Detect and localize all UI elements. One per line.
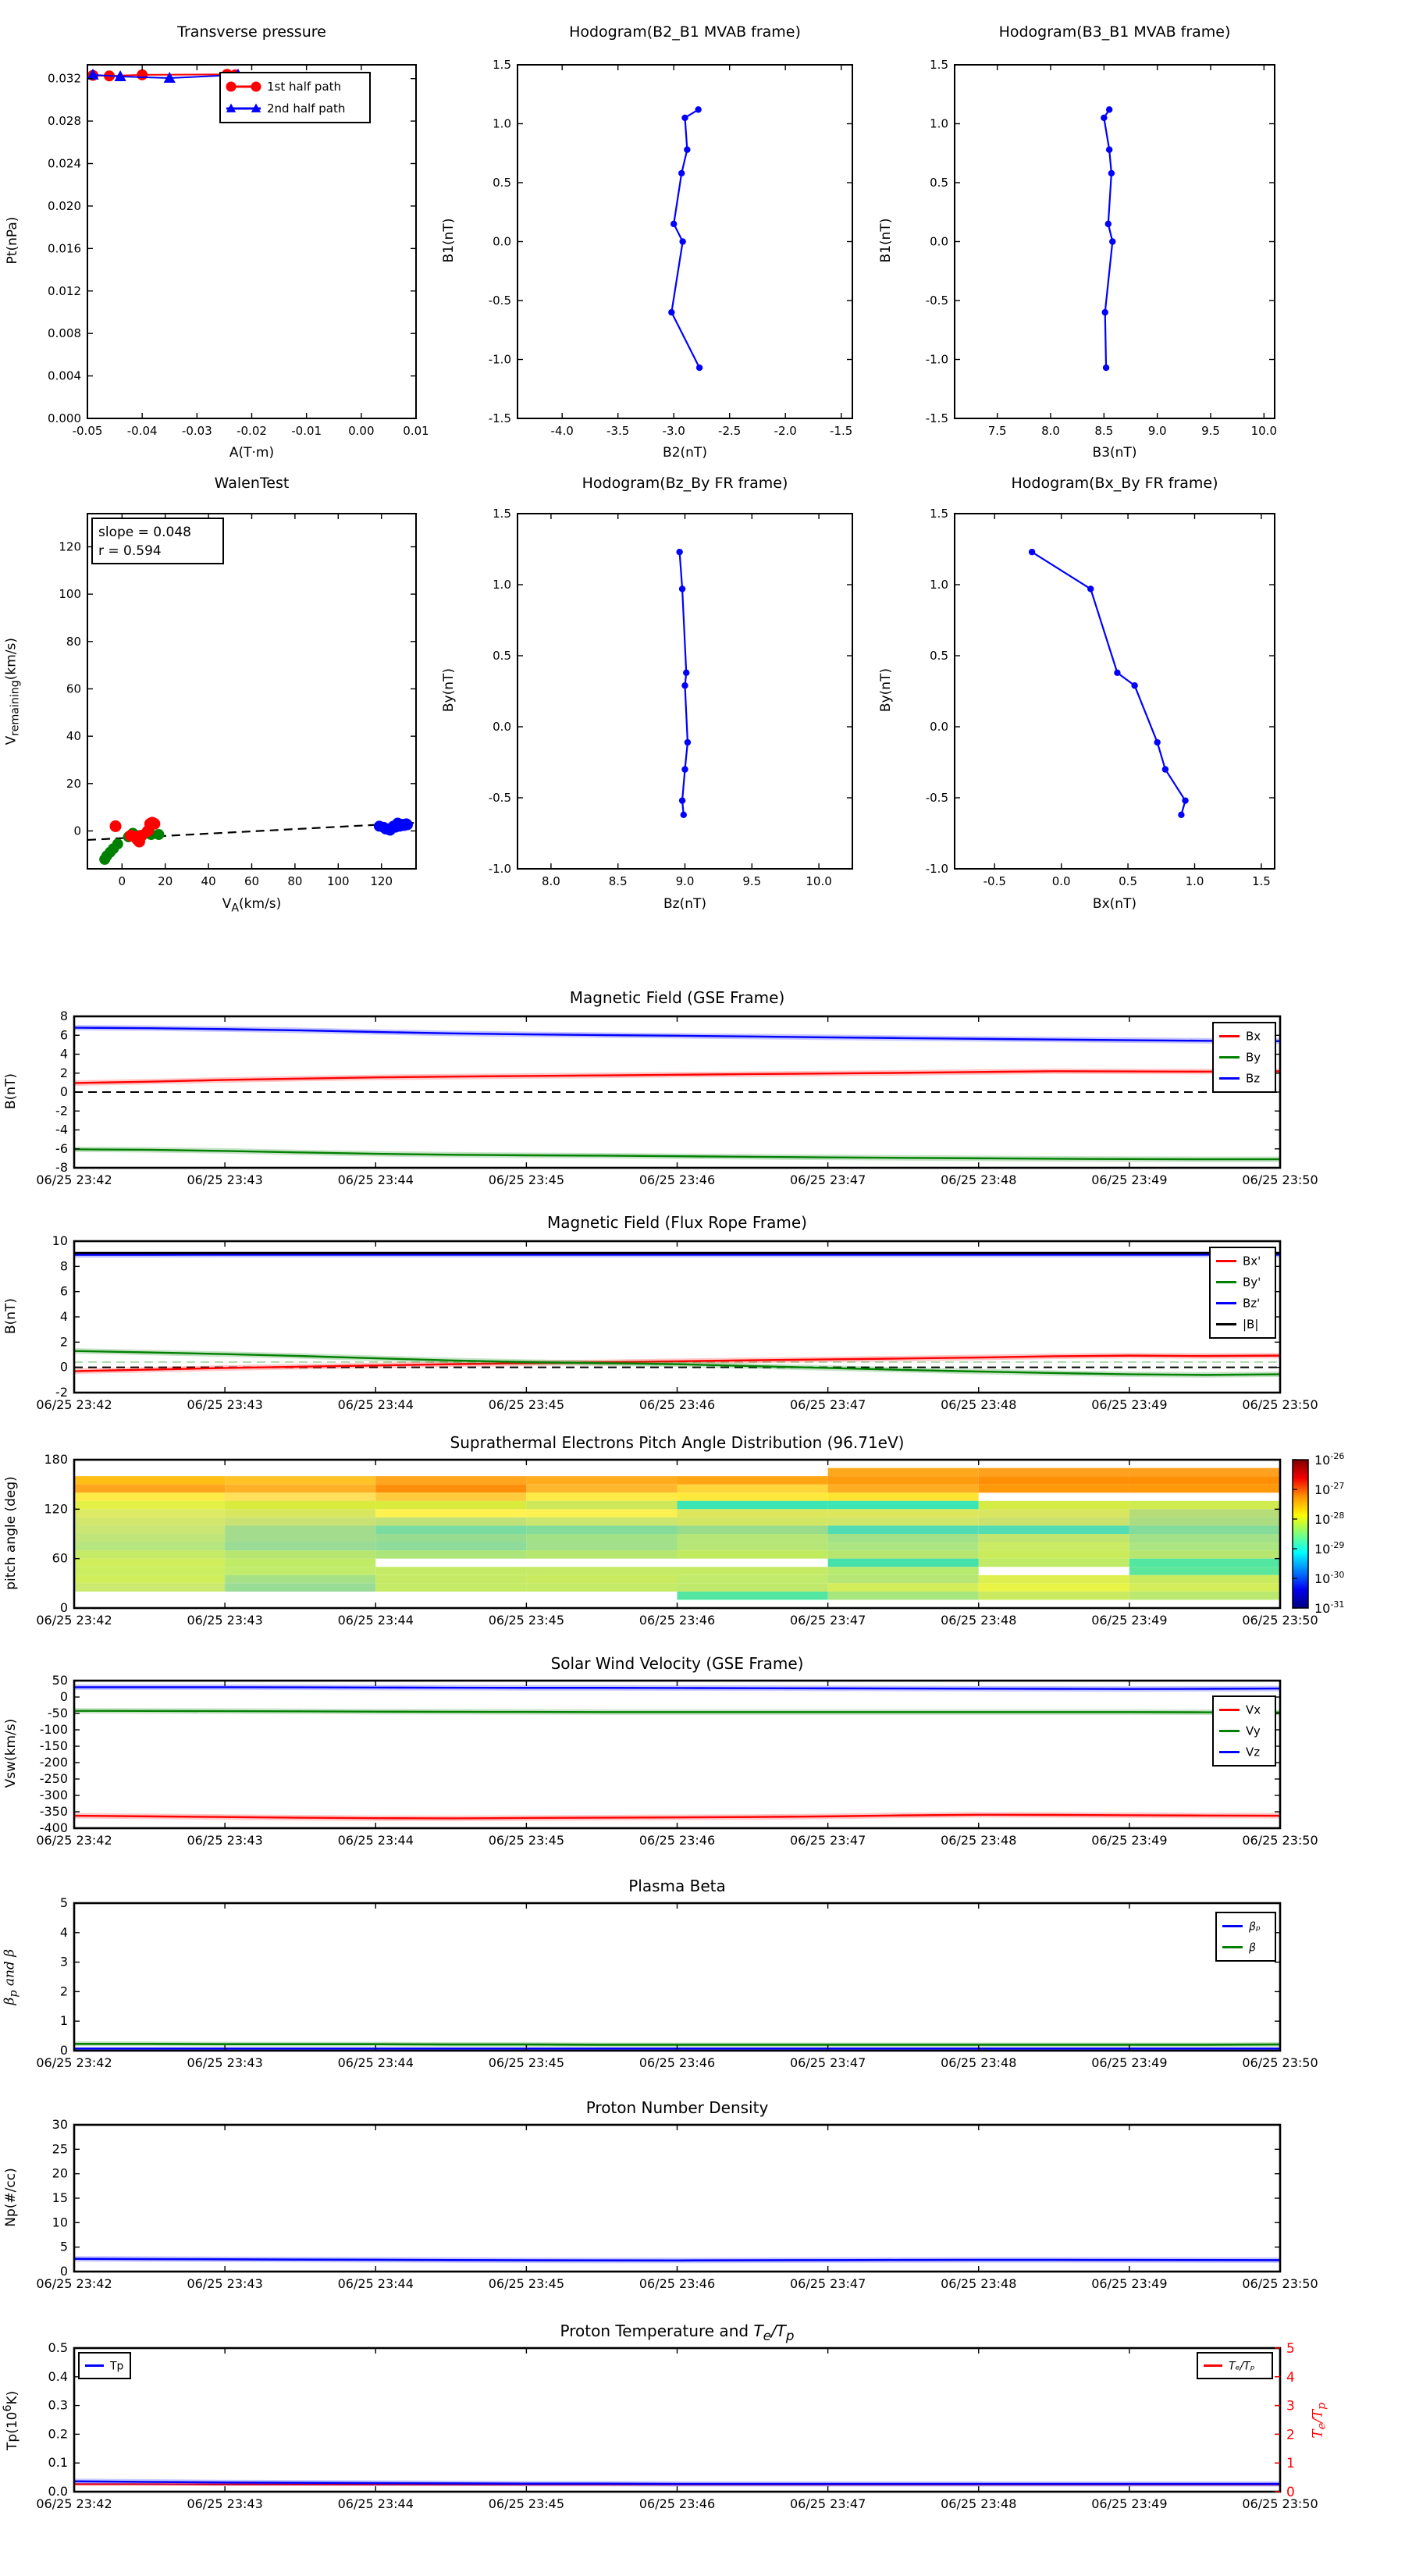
svg-text:0.0: 0.0 xyxy=(493,720,511,734)
svg-text:-2: -2 xyxy=(55,1103,68,1119)
svg-text:0: 0 xyxy=(118,874,126,888)
svg-text:-1.0: -1.0 xyxy=(925,862,948,876)
svg-text:-0.04: -0.04 xyxy=(126,424,158,438)
svg-text:-1.5: -1.5 xyxy=(830,424,853,438)
svg-text:-0.5: -0.5 xyxy=(983,874,1006,888)
svg-text:4: 4 xyxy=(1286,2369,1295,2386)
svg-text:1.5: 1.5 xyxy=(493,58,511,72)
svg-text:0.5: 0.5 xyxy=(493,649,511,663)
svg-text:06/25 23:49: 06/25 23:49 xyxy=(1091,2055,1168,2070)
svg-text:06/25 23:46: 06/25 23:46 xyxy=(638,2496,716,2511)
svg-text:0.032: 0.032 xyxy=(48,71,81,86)
svg-text:0.0: 0.0 xyxy=(48,2484,68,2499)
svg-text:10-30: $10^{-30}$ xyxy=(1314,1570,1345,1586)
svg-text:06/25 23:50: 06/25 23:50 xyxy=(1242,2276,1318,2291)
svg-text:06/25 23:49: 06/25 23:49 xyxy=(1091,1397,1168,1412)
svg-text:-4.0: -4.0 xyxy=(550,424,574,438)
svg-text:0: 0 xyxy=(59,1359,68,1375)
bfield-gse-ylabel: B(nT) xyxy=(3,1073,19,1110)
svg-text:6: 6 xyxy=(59,1283,68,1299)
svg-text:1.0: 1.0 xyxy=(493,116,511,131)
svg-text:0: 0 xyxy=(59,1689,68,1704)
pitch-angle-ylabel: pitch angle (deg) xyxy=(3,1476,19,1590)
svg-text:5: 5 xyxy=(59,1895,68,1910)
svg-text:06/25 23:47: 06/25 23:47 xyxy=(789,2496,866,2511)
svg-text:0.012: 0.012 xyxy=(48,283,81,298)
svg-text:8: 8 xyxy=(59,1258,68,1274)
svg-text:40: 40 xyxy=(66,729,81,744)
svg-text:0.000: 0.000 xyxy=(48,411,81,425)
svg-text:Tp: Tp xyxy=(110,2360,124,2373)
svg-text:40: 40 xyxy=(201,874,216,888)
svg-text:Bx': Bx' xyxy=(1243,1254,1261,1268)
temperature-title: Proton Temperature and $T_e/T_p$ xyxy=(560,2322,795,2343)
svg-text:10: 10 xyxy=(52,2215,68,2230)
svg-text:06/25 23:42: 06/25 23:42 xyxy=(36,2276,112,2291)
svg-text:4: 4 xyxy=(59,1924,68,1940)
svg-text:06/25 23:47: 06/25 23:47 xyxy=(789,1172,866,1187)
velocity-title: Solar Wind Velocity (GSE Frame) xyxy=(550,1654,804,1673)
svg-text:50: 50 xyxy=(52,1673,68,1688)
svg-text:120: 120 xyxy=(370,874,393,888)
svg-text:-2.0: -2.0 xyxy=(774,424,797,438)
svg-text:-0.03: -0.03 xyxy=(181,424,212,438)
svg-text:7.5: 7.5 xyxy=(987,424,1007,438)
svg-text:9.5: 9.5 xyxy=(742,874,762,888)
svg-text:-1.5: -1.5 xyxy=(925,411,948,425)
svg-text:0: 0 xyxy=(59,2264,68,2279)
svg-text:06/25 23:50: 06/25 23:50 xyxy=(1242,1613,1318,1628)
svg-text:06/25 23:50: 06/25 23:50 xyxy=(1242,1397,1318,1412)
hodogram-b3b1-plot xyxy=(916,54,1281,442)
temperature-ratio-ylabel: $T_e/T_p$ xyxy=(1310,2402,1329,2439)
svg-text:06/25 23:44: 06/25 23:44 xyxy=(337,1613,414,1628)
svg-text:1: 1 xyxy=(1286,2456,1295,2472)
svg-text:1.0: 1.0 xyxy=(1185,874,1204,888)
svg-text:180: 180 xyxy=(44,1452,68,1467)
svg-text:06/25 23:49: 06/25 23:49 xyxy=(1091,1613,1168,1628)
svg-text:2: 2 xyxy=(59,1065,68,1080)
svg-text:06/25 23:48: 06/25 23:48 xyxy=(941,2496,1017,2511)
svg-text:2: 2 xyxy=(59,1334,68,1350)
svg-text:Tₑ/Tₚ: Tₑ/Tₚ xyxy=(1229,2360,1255,2373)
svg-text:-300: -300 xyxy=(39,1788,68,1802)
svg-text:0.028: 0.028 xyxy=(48,114,81,129)
svg-text:0.4: 0.4 xyxy=(48,2368,68,2384)
svg-text:06/25 23:42: 06/25 23:42 xyxy=(36,2496,112,2511)
hodogram-bxby-xlabel: Bx(nT) xyxy=(1092,896,1137,912)
svg-text:0.004: 0.004 xyxy=(48,368,81,383)
svg-text:06/25 23:49: 06/25 23:49 xyxy=(1091,1172,1168,1187)
svg-text:0.024: 0.024 xyxy=(48,156,81,171)
svg-text:06/25 23:45: 06/25 23:45 xyxy=(488,2055,565,2070)
svg-text:06/25 23:48: 06/25 23:48 xyxy=(941,1172,1017,1187)
svg-text:06/25 23:47: 06/25 23:47 xyxy=(789,2276,866,2291)
svg-text:-3.0: -3.0 xyxy=(662,424,685,438)
svg-text:9.0: 9.0 xyxy=(675,874,695,888)
hodogram-b2b1-ylabel: B1(nT) xyxy=(441,218,457,263)
svg-text:-200: -200 xyxy=(39,1755,68,1770)
svg-text:Vz: Vz xyxy=(1246,1745,1261,1759)
svg-text:10.0: 10.0 xyxy=(806,874,832,888)
bfield-fr-plot xyxy=(35,1232,1318,1416)
svg-text:0: 0 xyxy=(1286,2485,1295,2500)
svg-text:0.5: 0.5 xyxy=(48,2340,68,2355)
svg-text:1.0: 1.0 xyxy=(930,116,948,131)
density-plot xyxy=(35,2115,1318,2295)
svg-text:2: 2 xyxy=(59,1984,68,1999)
svg-text:120: 120 xyxy=(59,539,81,554)
svg-text:06/25 23:42: 06/25 23:42 xyxy=(36,1172,112,1187)
svg-text:30: 30 xyxy=(52,2117,68,2132)
svg-text:-0.5: -0.5 xyxy=(488,294,511,308)
svg-text:06/25 23:49: 06/25 23:49 xyxy=(1091,2496,1168,2511)
svg-text:10-31: $10^{-31}$ xyxy=(1314,1599,1345,1616)
svg-text:06/25 23:44: 06/25 23:44 xyxy=(337,2276,414,2291)
svg-text:06/25 23:47: 06/25 23:47 xyxy=(789,1613,866,1628)
walen-test-ylabel: $V_{remaining}(km/s)$ xyxy=(3,638,22,745)
hodogram-b2b1-plot xyxy=(478,54,859,442)
svg-text:0: 0 xyxy=(59,1600,68,1615)
hodogram-bxby-ylabel: By(nT) xyxy=(878,667,894,713)
svg-text:1.0: 1.0 xyxy=(493,578,511,592)
svg-text:3: 3 xyxy=(1286,2398,1295,2414)
svg-text:-6: -6 xyxy=(55,1140,68,1156)
svg-text:06/25 23:48: 06/25 23:48 xyxy=(941,2055,1017,2070)
bfield-gse-plot xyxy=(35,1007,1318,1191)
svg-text:-4: -4 xyxy=(55,1122,68,1137)
svg-text:1st half path: 1st half path xyxy=(267,80,342,94)
svg-text:-400: -400 xyxy=(39,1820,68,1835)
svg-text:1.5: 1.5 xyxy=(1251,874,1271,888)
svg-text:By': By' xyxy=(1243,1275,1261,1290)
svg-text:06/25 23:49: 06/25 23:49 xyxy=(1091,2276,1168,2291)
hodogram-bzby-ylabel: By(nT) xyxy=(441,667,457,713)
svg-text:2: 2 xyxy=(1286,2427,1295,2443)
svg-text:80: 80 xyxy=(287,874,303,888)
svg-text:8.0: 8.0 xyxy=(541,874,560,888)
svg-text:1.5: 1.5 xyxy=(493,507,511,521)
svg-text:0.1: 0.1 xyxy=(48,2455,68,2471)
svg-text:-1.0: -1.0 xyxy=(925,352,948,367)
svg-text:06/25 23:50: 06/25 23:50 xyxy=(1242,1172,1318,1187)
svg-text:20: 20 xyxy=(52,2165,68,2181)
svg-text:06/25 23:50: 06/25 23:50 xyxy=(1242,2496,1318,2511)
svg-text:Bz: Bz xyxy=(1246,1071,1261,1086)
svg-text:0.5: 0.5 xyxy=(493,176,511,190)
density-ylabel: Np(#/cc) xyxy=(3,2168,19,2227)
walen-test-plot xyxy=(48,503,422,892)
bfield-fr-ylabel: B(nT) xyxy=(3,1297,19,1335)
svg-text:6: 6 xyxy=(59,1027,68,1043)
svg-text:0.0: 0.0 xyxy=(930,720,948,734)
svg-text:06/25 23:43: 06/25 23:43 xyxy=(187,1172,263,1187)
svg-text:06/25 23:43: 06/25 23:43 xyxy=(187,1613,263,1628)
svg-text:10: 10 xyxy=(52,1233,68,1248)
svg-text:Vy: Vy xyxy=(1246,1724,1261,1738)
hodogram-bxby-plot xyxy=(916,503,1281,892)
svg-text:06/25 23:46: 06/25 23:46 xyxy=(638,1397,716,1412)
svg-text:20: 20 xyxy=(158,874,173,888)
svg-text:8.0: 8.0 xyxy=(1041,424,1060,438)
svg-text:|B|: |B| xyxy=(1243,1317,1259,1332)
svg-text:06/25 23:48: 06/25 23:48 xyxy=(941,1397,1017,1412)
svg-text:3: 3 xyxy=(59,1954,68,1969)
svg-text:0.020: 0.020 xyxy=(48,198,81,213)
svg-text:06/25 23:47: 06/25 23:47 xyxy=(789,2055,866,2070)
velocity-ylabel: Vsw(km/s) xyxy=(3,1718,19,1788)
svg-text:9.0: 9.0 xyxy=(1147,424,1167,438)
svg-text:20: 20 xyxy=(66,776,81,791)
svg-text:β: β xyxy=(1249,1941,1256,1955)
svg-text:60: 60 xyxy=(244,874,260,888)
svg-text:-150: -150 xyxy=(39,1738,68,1753)
plasma-beta-ylabel: $\beta_p$ and β xyxy=(2,1948,20,2005)
svg-text:10-28: $10^{-28}$ xyxy=(1314,1510,1345,1527)
velocity-plot xyxy=(35,1671,1318,1852)
svg-text:10-27: $10^{-27}$ xyxy=(1314,1481,1345,1497)
hodogram-bzby-xlabel: Bz(nT) xyxy=(663,896,706,912)
bfield-gse-title: Magnetic Field (GSE Frame) xyxy=(569,988,785,1007)
svg-text:-1.5: -1.5 xyxy=(488,411,511,425)
hodogram-b2b1-title: Hodogram(B2_B1 MVAB frame) xyxy=(569,23,801,41)
walen-test-title: WalenTest xyxy=(214,475,290,492)
svg-text:5: 5 xyxy=(59,2239,68,2254)
svg-text:06/25 23:46: 06/25 23:46 xyxy=(638,1833,716,1848)
svg-text:120: 120 xyxy=(44,1501,68,1517)
svg-text:06/25 23:48: 06/25 23:48 xyxy=(941,1833,1017,1848)
svg-text:0.2: 0.2 xyxy=(48,2426,68,2442)
svg-text:06/25 23:48: 06/25 23:48 xyxy=(941,2276,1017,2291)
svg-text:06/25 23:42: 06/25 23:42 xyxy=(36,1397,112,1412)
hodogram-b2b1-xlabel: B2(nT) xyxy=(663,445,707,461)
svg-text:06/25 23:43: 06/25 23:43 xyxy=(187,2496,263,2511)
svg-text:06/25 23:49: 06/25 23:49 xyxy=(1091,1833,1168,1848)
svg-text:06/25 23:46: 06/25 23:46 xyxy=(638,1613,716,1628)
transverse-pressure-title: Transverse pressure xyxy=(177,23,326,41)
svg-text:8: 8 xyxy=(59,1009,68,1023)
svg-text:06/25 23:43: 06/25 23:43 xyxy=(187,1397,263,1412)
hodogram-bzby-plot xyxy=(478,503,859,892)
transverse-pressure-ylabel: Pt(nPa) xyxy=(5,216,20,265)
svg-text:06/25 23:48: 06/25 23:48 xyxy=(941,1613,1017,1628)
svg-text:15: 15 xyxy=(52,2190,68,2205)
hodogram-b3b1-ylabel: B1(nT) xyxy=(878,218,894,263)
svg-text:06/25 23:50: 06/25 23:50 xyxy=(1242,1833,1318,1848)
svg-text:0.5: 0.5 xyxy=(1119,874,1138,888)
svg-text:0.0: 0.0 xyxy=(930,234,948,249)
svg-text:06/25 23:44: 06/25 23:44 xyxy=(337,1172,414,1187)
svg-text:0.01: 0.01 xyxy=(403,424,429,438)
svg-text:0: 0 xyxy=(59,1084,68,1099)
svg-text:-0.5: -0.5 xyxy=(488,791,511,805)
svg-text:06/25 23:47: 06/25 23:47 xyxy=(789,1397,866,1412)
svg-text:0: 0 xyxy=(59,2043,68,2058)
svg-text:-2: -2 xyxy=(55,1385,68,1400)
svg-text:0.008: 0.008 xyxy=(48,326,81,341)
svg-text:100: 100 xyxy=(59,587,81,602)
svg-text:06/25 23:42: 06/25 23:42 xyxy=(36,1833,112,1848)
plasma-beta-plot xyxy=(35,1894,1318,2074)
svg-text:06/25 23:45: 06/25 23:45 xyxy=(488,2276,565,2291)
svg-text:1.5: 1.5 xyxy=(930,58,948,72)
svg-text:-50: -50 xyxy=(47,1706,68,1720)
svg-text:0: 0 xyxy=(73,824,81,838)
svg-text:-0.5: -0.5 xyxy=(925,791,948,805)
svg-text:06/25 23:45: 06/25 23:45 xyxy=(488,1833,565,1848)
svg-text:-2.5: -2.5 xyxy=(718,424,742,438)
svg-text:06/25 23:47: 06/25 23:47 xyxy=(789,1833,866,1848)
svg-text:0.3: 0.3 xyxy=(48,2397,68,2413)
svg-text:60: 60 xyxy=(52,1550,68,1566)
svg-text:0.016: 0.016 xyxy=(48,241,81,256)
hodogram-bxby-title: Hodogram(Bx_By FR frame) xyxy=(1011,475,1218,492)
hodogram-b3b1-xlabel: B3(nT) xyxy=(1092,445,1137,461)
svg-text:-100: -100 xyxy=(39,1722,68,1737)
svg-text:1.5: 1.5 xyxy=(930,507,948,521)
svg-text:06/25 23:46: 06/25 23:46 xyxy=(638,1172,716,1187)
svg-text:-1.0: -1.0 xyxy=(488,352,511,367)
svg-text:10.0: 10.0 xyxy=(1250,424,1278,438)
svg-text:Bz': Bz' xyxy=(1243,1296,1261,1311)
svg-text:06/25 23:44: 06/25 23:44 xyxy=(337,1397,414,1412)
temperature-plot xyxy=(35,2339,1327,2515)
pitch-angle-title: Suprathermal Electrons Pitch Angle Distribution (96.71eV) xyxy=(450,1433,905,1452)
svg-text:-8: -8 xyxy=(55,1160,68,1175)
svg-text:06/25 23:44: 06/25 23:44 xyxy=(337,2055,414,2070)
hodogram-b3b1-title: Hodogram(B3_B1 MVAB frame) xyxy=(998,23,1231,41)
svg-text:60: 60 xyxy=(66,681,81,696)
svg-text:06/25 23:44: 06/25 23:44 xyxy=(337,2496,414,2511)
svg-text:100: 100 xyxy=(326,874,350,888)
transverse-pressure-xlabel: A(T·m) xyxy=(229,445,275,461)
svg-text:-3.5: -3.5 xyxy=(606,424,630,438)
svg-text:4: 4 xyxy=(59,1046,68,1062)
transverse-pressure-plot xyxy=(37,54,429,442)
svg-text:06/25 23:44: 06/25 23:44 xyxy=(337,1833,414,1848)
svg-text:r = 0.594: r = 0.594 xyxy=(98,543,162,559)
temperature-ylabel: $Tp(10^6K)$ xyxy=(2,2390,20,2450)
svg-text:06/25 23:43: 06/25 23:43 xyxy=(187,2276,263,2291)
svg-text:0.00: 0.00 xyxy=(348,424,375,438)
svg-text:βₚ: βₚ xyxy=(1249,1920,1261,1934)
svg-text:8.5: 8.5 xyxy=(608,874,628,888)
svg-text:25: 25 xyxy=(52,2141,68,2157)
bfield-fr-title: Magnetic Field (Flux Rope Frame) xyxy=(547,1213,807,1232)
svg-text:-0.05: -0.05 xyxy=(72,424,103,438)
svg-text:-250: -250 xyxy=(39,1771,68,1786)
svg-text:06/25 23:45: 06/25 23:45 xyxy=(488,1397,565,1412)
svg-text:0.5: 0.5 xyxy=(930,649,948,663)
svg-text:0.0: 0.0 xyxy=(493,234,511,249)
svg-text:1.0: 1.0 xyxy=(930,578,948,592)
svg-text:-1.0: -1.0 xyxy=(488,862,511,876)
svg-text:0.5: 0.5 xyxy=(930,176,948,190)
plasma-beta-title: Plasma Beta xyxy=(628,1877,726,1895)
svg-text:-350: -350 xyxy=(39,1804,68,1819)
svg-text:10-26: $10^{-26}$ xyxy=(1314,1451,1345,1468)
svg-text:-0.5: -0.5 xyxy=(925,294,948,308)
density-title: Proton Number Density xyxy=(585,2098,769,2117)
svg-text:slope = 0.048: slope = 0.048 xyxy=(98,525,191,540)
svg-text:06/25 23:45: 06/25 23:45 xyxy=(488,2496,565,2511)
svg-text:8.5: 8.5 xyxy=(1094,424,1114,438)
svg-text:1: 1 xyxy=(59,2013,68,2029)
svg-text:10-29: $10^{-29}$ xyxy=(1314,1540,1345,1557)
svg-text:5: 5 xyxy=(1286,2341,1295,2357)
svg-text:06/25 23:50: 06/25 23:50 xyxy=(1242,2055,1318,2070)
svg-text:9.5: 9.5 xyxy=(1201,424,1220,438)
svg-text:06/25 23:45: 06/25 23:45 xyxy=(488,1172,565,1187)
svg-text:0.0: 0.0 xyxy=(1051,874,1071,888)
walen-test-xlabel: $V_A(km/s)$ xyxy=(222,896,282,915)
svg-text:06/25 23:42: 06/25 23:42 xyxy=(36,1613,112,1628)
svg-text:80: 80 xyxy=(66,634,81,649)
svg-text:06/25 23:45: 06/25 23:45 xyxy=(488,1613,565,1628)
svg-text:06/25 23:43: 06/25 23:43 xyxy=(187,2055,263,2070)
svg-text:-0.02: -0.02 xyxy=(237,424,267,438)
svg-text:06/25 23:46: 06/25 23:46 xyxy=(638,2276,716,2291)
svg-text:Vx: Vx xyxy=(1246,1703,1261,1717)
svg-text:06/25 23:42: 06/25 23:42 xyxy=(36,2055,112,2070)
svg-text:By: By xyxy=(1246,1050,1261,1065)
hodogram-bzby-title: Hodogram(Bz_By FR frame) xyxy=(582,475,788,492)
svg-text:06/25 23:46: 06/25 23:46 xyxy=(638,2055,716,2070)
svg-text:-0.01: -0.01 xyxy=(291,424,322,438)
svg-text:4: 4 xyxy=(59,1309,68,1324)
svg-text:2nd half path: 2nd half path xyxy=(267,101,346,116)
svg-text:06/25 23:43: 06/25 23:43 xyxy=(187,1833,263,1848)
svg-text:Bx: Bx xyxy=(1246,1029,1261,1044)
pitch-angle-heatmap xyxy=(35,1450,1397,1631)
